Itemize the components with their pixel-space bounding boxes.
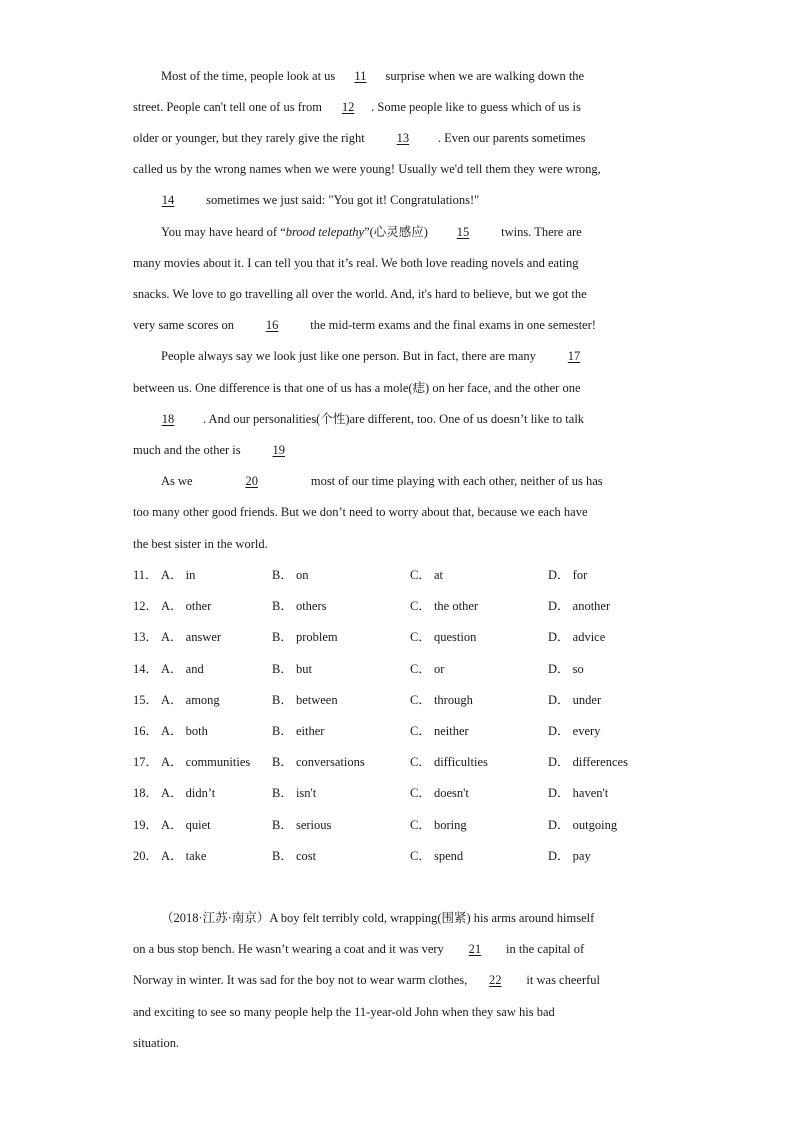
italic-term: brood telepathy [285, 225, 365, 239]
question-number: 11． [133, 568, 158, 582]
passage1-line-6 [161, 224, 661, 240]
passage1-line-15 [133, 504, 663, 520]
blank-19[interactable]: 19 [272, 443, 285, 457]
blank-12[interactable]: 12 [341, 100, 355, 114]
passage1-line-10 [161, 348, 661, 364]
passage1-line-2 [133, 99, 663, 115]
text: You may have heard of “ [161, 225, 286, 239]
passage1-line-11 [133, 380, 663, 396]
blank-13[interactable]: 13 [396, 131, 410, 145]
option-d[interactable]: D． for [548, 568, 588, 582]
question-number: 16． [133, 724, 159, 738]
option-c[interactable]: C． doesn't [410, 786, 469, 800]
option-b[interactable]: B． either [272, 724, 325, 738]
blank-14[interactable]: 14 [161, 193, 175, 207]
text: As we [161, 474, 196, 488]
option-c[interactable]: C． difficulties [410, 755, 488, 769]
text: and exciting to see so many people help the 11-year-old John when they saw his bad [133, 1005, 555, 1019]
text: it was cheerful [523, 973, 600, 987]
text: called us by the wrong names when we were young! Usually we'd tell them they were wrong, [133, 162, 601, 176]
question-number: 19． [133, 818, 159, 832]
option-b[interactable]: B． between [272, 693, 338, 707]
option-a[interactable]: A． among [161, 693, 220, 707]
text: older or younger, but they rarely give the right [133, 131, 368, 145]
text: （2018·江苏·南京）A boy felt terribly cold, wrapping(围紧) his arms around himself [161, 911, 595, 925]
option-c[interactable]: C． spend [410, 849, 464, 863]
option-a[interactable]: A． and [161, 662, 204, 676]
passage1-line-1 [161, 68, 661, 84]
option-a[interactable]: A． didn’t [161, 786, 216, 800]
question-number: 14． [133, 662, 159, 676]
text: . Even our parents sometimes [437, 131, 586, 145]
passage1-line-16 [133, 536, 663, 552]
option-c[interactable]: C． boring [410, 818, 467, 832]
option-d[interactable]: D． haven't [548, 786, 609, 800]
question-number: 18． [133, 786, 159, 800]
question-number: 13． [133, 630, 159, 644]
option-c[interactable]: C． at [410, 568, 443, 582]
passage2-line-5 [133, 1035, 663, 1051]
text: . And our personalities(个性)are different, too. One of us doesn’t like to talk [203, 412, 585, 426]
text: most of our time playing with each other, neither of us has [307, 474, 603, 488]
text: surprise when we are walking down the [382, 69, 585, 83]
blank-15[interactable]: 15 [456, 225, 470, 239]
passage1-line-3 [133, 130, 663, 146]
option-c[interactable]: C． or [410, 662, 445, 676]
blank-17[interactable]: 17 [567, 349, 581, 363]
passage1-line-8 [133, 286, 663, 302]
blank-20[interactable]: 20 [245, 474, 258, 488]
option-a[interactable]: A． in [161, 568, 196, 582]
question-number: 17． [133, 755, 159, 769]
text: situation. [133, 1036, 180, 1050]
option-b[interactable]: B． on [272, 568, 309, 582]
option-d[interactable]: D． every [548, 724, 601, 738]
option-d[interactable]: D． under [548, 693, 602, 707]
option-b[interactable]: B． but [272, 662, 312, 676]
text: sometimes we just said: "You got it! Congratulations!" [203, 193, 480, 207]
text: . Some people like to guess which of us is [371, 100, 581, 114]
passage1-line-12 [133, 411, 663, 427]
option-a[interactable]: A． other [161, 599, 212, 613]
passage1-line-5 [133, 192, 663, 208]
option-b[interactable]: B． isn't [272, 786, 317, 800]
passage1-line-4 [133, 161, 663, 177]
passage1-line-9 [133, 317, 663, 333]
text: many movies about it. I can tell you that it’s real. We both love reading novels and eating [133, 256, 579, 270]
option-b[interactable]: B． conversations [272, 755, 365, 769]
option-b[interactable]: B． problem [272, 630, 338, 644]
option-d[interactable]: D． differences [548, 755, 628, 769]
blank-11[interactable]: 11 [354, 69, 367, 83]
option-c[interactable]: C． the other [410, 599, 479, 613]
text: between us. One difference is that one of us has a mole(痣) on her face, and the other one [133, 381, 581, 395]
text: much and the other is [133, 443, 244, 457]
option-d[interactable]: D． outgoing [548, 818, 618, 832]
text: on a bus stop bench. He wasn’t wearing a coat and it was very [133, 942, 447, 956]
passage1-line-7 [133, 255, 663, 271]
option-d[interactable]: D． another [548, 599, 611, 613]
text: the best sister in the world. [133, 537, 268, 551]
text: twins. There are [497, 225, 582, 239]
option-b[interactable]: B． others [272, 599, 327, 613]
passage2-line-2 [133, 941, 663, 957]
passage2-line-3 [133, 972, 663, 988]
text: too many other good friends. But we don’t need to worry about that, because we each have [133, 505, 588, 519]
passage1-line-14 [161, 473, 661, 489]
text: Most of the time, people look at us [161, 69, 339, 83]
text: ”(心灵感应) [364, 225, 428, 239]
passage2-line-4 [133, 1004, 663, 1020]
option-c[interactable]: C． through [410, 693, 473, 707]
text: Norway in winter. It was sad for the boy not to wear warm clothes, [133, 973, 468, 987]
question-number: 15． [133, 693, 159, 707]
question-number: 20． [133, 849, 159, 863]
option-a[interactable]: A． answer [161, 630, 222, 644]
option-d[interactable]: D． so [548, 662, 584, 676]
text: very same scores on [133, 318, 238, 332]
text: street. People can't tell one of us from [133, 100, 326, 114]
option-d[interactable]: D． pay [548, 849, 591, 863]
option-a[interactable]: A． take [161, 849, 207, 863]
option-c[interactable]: C． question [410, 630, 477, 644]
option-a[interactable]: A． both [161, 724, 208, 738]
blank-16[interactable]: 16 [265, 318, 279, 332]
option-a[interactable]: A． communities [161, 755, 251, 769]
blank-18[interactable]: 18 [161, 412, 175, 426]
passage2-line-1 [161, 910, 661, 926]
passage1-line-13 [133, 442, 663, 458]
blank-22[interactable]: 22 [489, 973, 502, 987]
option-c[interactable]: C． neither [410, 724, 469, 738]
option-b[interactable]: B． cost [272, 849, 317, 863]
text: the mid-term exams and the final exams in one semester! [307, 318, 596, 332]
text: in the capital of [502, 942, 585, 956]
blank-21[interactable]: 21 [468, 942, 482, 956]
option-b[interactable]: B． serious [272, 818, 332, 832]
question-number: 12． [133, 599, 159, 613]
text: People always say we look just like one person. But in fact, there are many [161, 349, 540, 363]
option-d[interactable]: D． advice [548, 630, 606, 644]
text: snacks. We love to go travelling all over the world. And, it's hard to believe, but we got the [133, 287, 587, 301]
option-a[interactable]: A． quiet [161, 818, 211, 832]
